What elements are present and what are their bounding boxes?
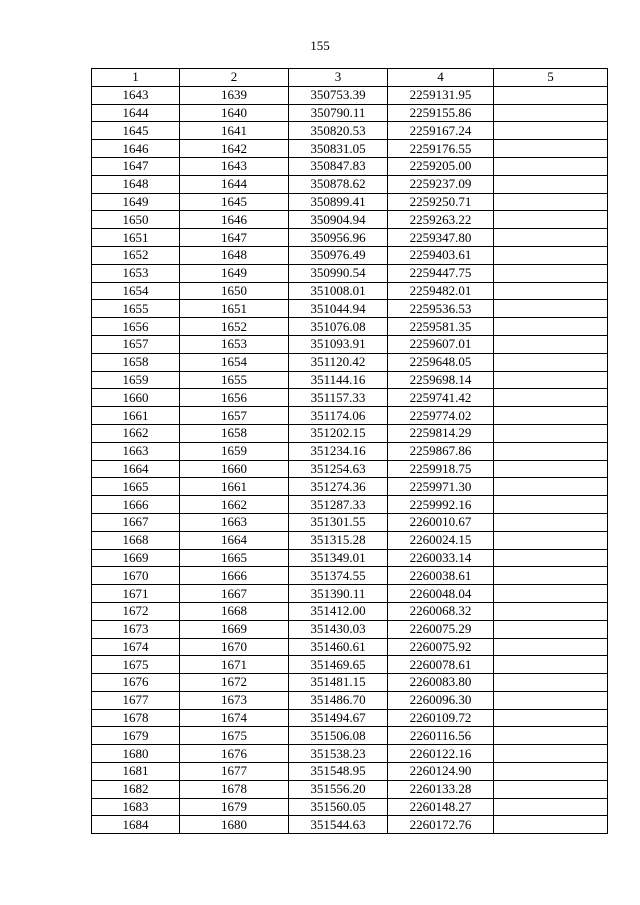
table-cell-col-2: 1665 xyxy=(180,549,289,567)
table-cell-col-4: 2259167.24 xyxy=(388,122,494,140)
header-cell-1: 1 xyxy=(92,69,180,87)
table-cell-col-1: 1650 xyxy=(92,211,180,229)
table-cell-col-2: 1640 xyxy=(180,104,289,122)
table-cell-col-1: 1648 xyxy=(92,175,180,193)
table-cell-col-2: 1642 xyxy=(180,140,289,158)
table-cell-col-2: 1679 xyxy=(180,798,289,816)
table-row xyxy=(92,496,608,514)
table-cell-col-1: 1673 xyxy=(92,620,180,638)
table-cell-col-4: 2259176.55 xyxy=(388,140,494,158)
table-cell-col-5 xyxy=(494,282,608,300)
table-row xyxy=(92,371,608,389)
table-cell-col-3: 351044.94 xyxy=(289,300,388,318)
table-cell-col-3: 351548.95 xyxy=(289,763,388,781)
table-cell-col-5 xyxy=(494,86,608,104)
table-row xyxy=(92,513,608,531)
table-cell-col-4: 2259155.86 xyxy=(388,104,494,122)
table-cell-col-4: 2259698.14 xyxy=(388,371,494,389)
table-cell-col-3: 350753.39 xyxy=(289,86,388,104)
table-cell-col-3: 351538.23 xyxy=(289,745,388,763)
table-cell-col-1: 1663 xyxy=(92,442,180,460)
table-cell-col-5 xyxy=(494,442,608,460)
table-row xyxy=(92,157,608,175)
table-cell-col-4: 2259971.30 xyxy=(388,478,494,496)
table-cell-col-2: 1675 xyxy=(180,727,289,745)
table-cell-col-5 xyxy=(494,122,608,140)
table-cell-col-3: 350878.62 xyxy=(289,175,388,193)
table-cell-col-1: 1674 xyxy=(92,638,180,656)
table-cell-col-2: 1669 xyxy=(180,620,289,638)
table-cell-col-5 xyxy=(494,496,608,514)
table-cell-col-3: 351412.00 xyxy=(289,602,388,620)
table-cell-col-2: 1660 xyxy=(180,460,289,478)
table-row xyxy=(92,620,608,638)
table-cell-col-2: 1667 xyxy=(180,585,289,603)
table-cell-col-4: 2259237.09 xyxy=(388,175,494,193)
table-cell-col-2: 1639 xyxy=(180,86,289,104)
table-cell-col-4: 2259347.80 xyxy=(388,229,494,247)
table-cell-col-5 xyxy=(494,816,608,834)
table-cell-col-5 xyxy=(494,140,608,158)
table-cell-col-5 xyxy=(494,620,608,638)
table-cell-col-5 xyxy=(494,727,608,745)
table-cell-col-5 xyxy=(494,353,608,371)
table-cell-col-4: 2260133.28 xyxy=(388,780,494,798)
table-cell-col-1: 1666 xyxy=(92,496,180,514)
table-cell-col-3: 351481.15 xyxy=(289,674,388,692)
table-cell-col-2: 1656 xyxy=(180,389,289,407)
table-cell-col-4: 2259992.16 xyxy=(388,496,494,514)
table-cell-col-1: 1656 xyxy=(92,318,180,336)
table-cell-col-3: 350831.05 xyxy=(289,140,388,158)
table-cell-col-3: 350847.83 xyxy=(289,157,388,175)
table-cell-col-2: 1641 xyxy=(180,122,289,140)
header-cell-2: 2 xyxy=(180,69,289,87)
table-cell-col-3: 351287.33 xyxy=(289,496,388,514)
table-cell-col-2: 1678 xyxy=(180,780,289,798)
table-cell-col-4: 2260083.80 xyxy=(388,674,494,692)
table-cell-col-4: 2259607.01 xyxy=(388,335,494,353)
table-cell-col-3: 351144.16 xyxy=(289,371,388,389)
table-cell-col-3: 350790.11 xyxy=(289,104,388,122)
table-row xyxy=(92,478,608,496)
page-number: 155 xyxy=(310,38,330,53)
table-cell-col-5 xyxy=(494,478,608,496)
table-cell-col-1: 1655 xyxy=(92,300,180,318)
table-cell-col-3: 351076.08 xyxy=(289,318,388,336)
table-cell-col-4: 2260122.16 xyxy=(388,745,494,763)
coordinates-table xyxy=(91,68,608,834)
table-row xyxy=(92,140,608,158)
table-row xyxy=(92,442,608,460)
table-cell-col-1: 1665 xyxy=(92,478,180,496)
table-row xyxy=(92,407,608,425)
table-cell-col-2: 1664 xyxy=(180,531,289,549)
table-cell-col-5 xyxy=(494,389,608,407)
table-cell-col-1: 1644 xyxy=(92,104,180,122)
table-cell-col-2: 1649 xyxy=(180,264,289,282)
table-cell-col-3: 351315.28 xyxy=(289,531,388,549)
table-row xyxy=(92,780,608,798)
table-cell-col-2: 1646 xyxy=(180,211,289,229)
table-cell-col-5 xyxy=(494,798,608,816)
table-cell-col-3: 351120.42 xyxy=(289,353,388,371)
table-cell-col-3: 350899.41 xyxy=(289,193,388,211)
table-cell-col-5 xyxy=(494,424,608,442)
table-cell-col-1: 1651 xyxy=(92,229,180,247)
table-cell-col-2: 1652 xyxy=(180,318,289,336)
table-cell-col-2: 1659 xyxy=(180,442,289,460)
table-cell-col-2: 1647 xyxy=(180,229,289,247)
table-cell-col-1: 1667 xyxy=(92,513,180,531)
table-cell-col-1: 1668 xyxy=(92,531,180,549)
table-row xyxy=(92,122,608,140)
table-cell-col-5 xyxy=(494,104,608,122)
table-cell-col-5 xyxy=(494,602,608,620)
table-cell-col-5 xyxy=(494,691,608,709)
table-row xyxy=(92,424,608,442)
table-cell-col-5 xyxy=(494,175,608,193)
table-cell-col-4: 2259918.75 xyxy=(388,460,494,478)
table-cell-col-1: 1676 xyxy=(92,674,180,692)
table-cell-col-3: 351460.61 xyxy=(289,638,388,656)
table-row xyxy=(92,549,608,567)
table-cell-col-1: 1646 xyxy=(92,140,180,158)
table-cell-col-4: 2260096.30 xyxy=(388,691,494,709)
table-row xyxy=(92,389,608,407)
table-cell-col-5 xyxy=(494,407,608,425)
table-cell-col-2: 1661 xyxy=(180,478,289,496)
table-row xyxy=(92,638,608,656)
table-cell-col-2: 1662 xyxy=(180,496,289,514)
table-cell-col-4: 2259482.01 xyxy=(388,282,494,300)
table-cell-col-5 xyxy=(494,531,608,549)
table-cell-col-3: 351544.63 xyxy=(289,816,388,834)
table-row xyxy=(92,86,608,104)
table-cell-col-3: 351494.67 xyxy=(289,709,388,727)
table-cell-col-1: 1661 xyxy=(92,407,180,425)
table-row xyxy=(92,691,608,709)
table-cell-col-3: 351556.20 xyxy=(289,780,388,798)
table-cell-col-2: 1674 xyxy=(180,709,289,727)
table-cell-col-4: 2260075.29 xyxy=(388,620,494,638)
table-cell-col-5 xyxy=(494,211,608,229)
table-row xyxy=(92,460,608,478)
table-cell-col-3: 351560.05 xyxy=(289,798,388,816)
table-cell-col-5 xyxy=(494,513,608,531)
table-row xyxy=(92,193,608,211)
table-row xyxy=(92,745,608,763)
table-cell-col-1: 1671 xyxy=(92,585,180,603)
table-row xyxy=(92,763,608,781)
table-header xyxy=(92,69,608,87)
table-cell-col-1: 1678 xyxy=(92,709,180,727)
table-body xyxy=(92,86,608,833)
table-cell-col-3: 351430.03 xyxy=(289,620,388,638)
table-cell-col-2: 1670 xyxy=(180,638,289,656)
table-cell-col-2: 1657 xyxy=(180,407,289,425)
table-row xyxy=(92,816,608,834)
table-cell-col-1: 1649 xyxy=(92,193,180,211)
table-cell-col-3: 351506.08 xyxy=(289,727,388,745)
header-cell-3: 3 xyxy=(289,69,388,87)
table-cell-col-1: 1684 xyxy=(92,816,180,834)
table-cell-col-3: 350956.96 xyxy=(289,229,388,247)
table-cell-col-2: 1668 xyxy=(180,602,289,620)
table-cell-col-4: 2260116.56 xyxy=(388,727,494,745)
table-cell-col-4: 2260078.61 xyxy=(388,656,494,674)
table-cell-col-4: 2260038.61 xyxy=(388,567,494,585)
table-cell-col-1: 1643 xyxy=(92,86,180,104)
table-cell-col-5 xyxy=(494,193,608,211)
table-cell-col-4: 2259648.05 xyxy=(388,353,494,371)
table-cell-col-4: 2259741.42 xyxy=(388,389,494,407)
table-cell-col-1: 1654 xyxy=(92,282,180,300)
table-cell-col-1: 1653 xyxy=(92,264,180,282)
table-cell-col-2: 1654 xyxy=(180,353,289,371)
table-cell-col-4: 2259536.53 xyxy=(388,300,494,318)
table-row xyxy=(92,353,608,371)
table-cell-col-2: 1672 xyxy=(180,674,289,692)
table-cell-col-2: 1663 xyxy=(180,513,289,531)
table-cell-col-3: 351469.65 xyxy=(289,656,388,674)
table-row xyxy=(92,318,608,336)
table-cell-col-4: 2260048.04 xyxy=(388,585,494,603)
table-cell-col-4: 2260109.72 xyxy=(388,709,494,727)
table-cell-col-1: 1652 xyxy=(92,246,180,264)
table-cell-col-1: 1670 xyxy=(92,567,180,585)
table-cell-col-5 xyxy=(494,780,608,798)
table-row xyxy=(92,104,608,122)
table-cell-col-4: 2260172.76 xyxy=(388,816,494,834)
table-cell-col-1: 1683 xyxy=(92,798,180,816)
table-row xyxy=(92,282,608,300)
table-cell-col-3: 351008.01 xyxy=(289,282,388,300)
header-cell-4: 4 xyxy=(388,69,494,87)
table-cell-col-3: 351301.55 xyxy=(289,513,388,531)
table-row xyxy=(92,211,608,229)
table-cell-col-3: 350820.53 xyxy=(289,122,388,140)
table-cell-col-2: 1676 xyxy=(180,745,289,763)
table-row xyxy=(92,709,608,727)
table-cell-col-2: 1648 xyxy=(180,246,289,264)
table-cell-col-2: 1643 xyxy=(180,157,289,175)
table-cell-col-1: 1679 xyxy=(92,727,180,745)
table-cell-col-1: 1681 xyxy=(92,763,180,781)
table-cell-col-2: 1658 xyxy=(180,424,289,442)
table-cell-col-5 xyxy=(494,674,608,692)
table-cell-col-1: 1657 xyxy=(92,335,180,353)
table-cell-col-5 xyxy=(494,709,608,727)
table-row xyxy=(92,567,608,585)
table-cell-col-2: 1680 xyxy=(180,816,289,834)
table-cell-col-1: 1680 xyxy=(92,745,180,763)
table-cell-col-3: 351374.55 xyxy=(289,567,388,585)
table-cell-col-5 xyxy=(494,246,608,264)
table-cell-col-5 xyxy=(494,157,608,175)
table-cell-col-5 xyxy=(494,745,608,763)
table-cell-col-3: 350976.49 xyxy=(289,246,388,264)
table-row xyxy=(92,175,608,193)
table-cell-col-1: 1677 xyxy=(92,691,180,709)
table-cell-col-5 xyxy=(494,371,608,389)
table-cell-col-5 xyxy=(494,549,608,567)
table-cell-col-4: 2259205.00 xyxy=(388,157,494,175)
table-cell-col-5 xyxy=(494,638,608,656)
table-row xyxy=(92,335,608,353)
table-cell-col-4: 2259867.86 xyxy=(388,442,494,460)
table-cell-col-4: 2259250.71 xyxy=(388,193,494,211)
table-cell-col-3: 351390.11 xyxy=(289,585,388,603)
header-cell-5: 5 xyxy=(494,69,608,87)
table-cell-col-4: 2260024.15 xyxy=(388,531,494,549)
table-cell-col-1: 1645 xyxy=(92,122,180,140)
table-row xyxy=(92,727,608,745)
table-cell-col-5 xyxy=(494,264,608,282)
table-cell-col-3: 351486.70 xyxy=(289,691,388,709)
table-cell-col-2: 1655 xyxy=(180,371,289,389)
table-cell-col-2: 1671 xyxy=(180,656,289,674)
table-cell-col-1: 1664 xyxy=(92,460,180,478)
table-cell-col-3: 351157.33 xyxy=(289,389,388,407)
table-cell-col-4: 2260148.27 xyxy=(388,798,494,816)
table-row xyxy=(92,798,608,816)
table-cell-col-3: 351234.16 xyxy=(289,442,388,460)
table-cell-col-5 xyxy=(494,318,608,336)
table-cell-col-4: 2259131.95 xyxy=(388,86,494,104)
table-cell-col-4: 2260124.90 xyxy=(388,763,494,781)
table-cell-col-3: 350990.54 xyxy=(289,264,388,282)
table-cell-col-5 xyxy=(494,229,608,247)
table-cell-col-3: 351174.06 xyxy=(289,407,388,425)
table-row xyxy=(92,264,608,282)
table-cell-col-5 xyxy=(494,763,608,781)
table-cell-col-5 xyxy=(494,585,608,603)
table-cell-col-1: 1647 xyxy=(92,157,180,175)
table-cell-col-1: 1669 xyxy=(92,549,180,567)
table-cell-col-5 xyxy=(494,567,608,585)
table-row xyxy=(92,229,608,247)
header-row xyxy=(92,69,608,87)
table-cell-col-2: 1644 xyxy=(180,175,289,193)
table-cell-col-5 xyxy=(494,300,608,318)
table-cell-col-4: 2260010.67 xyxy=(388,513,494,531)
table-cell-col-2: 1677 xyxy=(180,763,289,781)
table-row xyxy=(92,300,608,318)
table-cell-col-1: 1662 xyxy=(92,424,180,442)
table-row xyxy=(92,674,608,692)
table-cell-col-4: 2259403.61 xyxy=(388,246,494,264)
table-cell-col-5 xyxy=(494,335,608,353)
table-cell-col-1: 1660 xyxy=(92,389,180,407)
table-row xyxy=(92,656,608,674)
table-cell-col-3: 351093.91 xyxy=(289,335,388,353)
table-row xyxy=(92,602,608,620)
table-cell-col-2: 1645 xyxy=(180,193,289,211)
table-cell-col-5 xyxy=(494,656,608,674)
table-cell-col-3: 351254.63 xyxy=(289,460,388,478)
table-cell-col-2: 1666 xyxy=(180,567,289,585)
table-cell-col-2: 1673 xyxy=(180,691,289,709)
table-row xyxy=(92,531,608,549)
table-cell-col-4: 2259447.75 xyxy=(388,264,494,282)
table-cell-col-2: 1651 xyxy=(180,300,289,318)
table-cell-col-1: 1672 xyxy=(92,602,180,620)
table-cell-col-3: 351202.15 xyxy=(289,424,388,442)
table-row xyxy=(92,585,608,603)
table-cell-col-2: 1650 xyxy=(180,282,289,300)
table-cell-col-1: 1682 xyxy=(92,780,180,798)
table-row xyxy=(92,246,608,264)
table-cell-col-4: 2259263.22 xyxy=(388,211,494,229)
table-cell-col-3: 351349.01 xyxy=(289,549,388,567)
table-cell-col-2: 1653 xyxy=(180,335,289,353)
table-cell-col-5 xyxy=(494,460,608,478)
table-cell-col-4: 2259581.35 xyxy=(388,318,494,336)
table-cell-col-1: 1658 xyxy=(92,353,180,371)
table-cell-col-4: 2260033.14 xyxy=(388,549,494,567)
table-cell-col-3: 351274.36 xyxy=(289,478,388,496)
table-cell-col-4: 2260075.92 xyxy=(388,638,494,656)
table-cell-col-4: 2260068.32 xyxy=(388,602,494,620)
table-cell-col-4: 2259774.02 xyxy=(388,407,494,425)
table-cell-col-3: 350904.94 xyxy=(289,211,388,229)
table-cell-col-1: 1675 xyxy=(92,656,180,674)
table-cell-col-1: 1659 xyxy=(92,371,180,389)
table-cell-col-4: 2259814.29 xyxy=(388,424,494,442)
